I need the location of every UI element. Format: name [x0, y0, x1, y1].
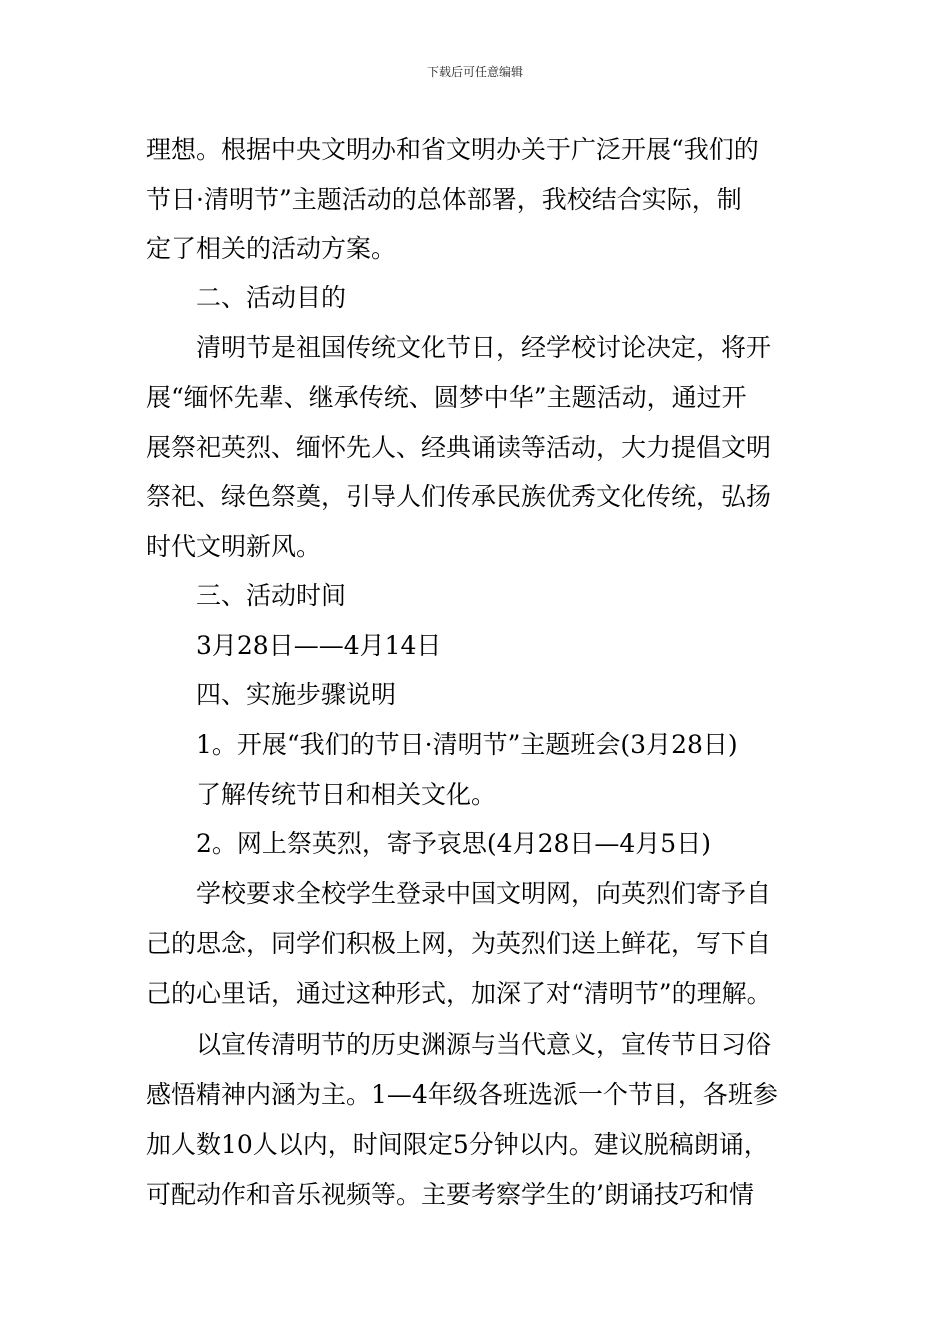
section-heading: 四、实施步骤说明 — [196, 680, 397, 709]
paragraph-line: 以宣传清明节的历史渊源与当代意义，宣传节日习俗 — [196, 1030, 772, 1059]
paragraph-line: 祭祀、绿色祭奠，引导人们传承民族优秀文化传统，弘扬 — [146, 482, 772, 511]
paragraph-line: 时代文明新风。 — [146, 532, 322, 561]
paragraph-line: 己的心里话，通过这种形式，加深了对“清明节”的理解。 — [146, 979, 772, 1008]
page-header: 下载后可任意编辑 — [426, 65, 523, 79]
paragraph-line: 感悟精神内涵为主。1—4年级各班选派一个节目，各班参 — [146, 1080, 778, 1109]
paragraph-line: 3月28日——4月14日 — [196, 631, 442, 660]
paragraph-line: 了解传统节日和相关文化。 — [196, 780, 497, 809]
paragraph-line: 展祭祀英烈、缅怀先人、经典诵读等活动，大力提倡文明 — [146, 433, 772, 462]
paragraph-line: 清明节是祖国传统文化节日，经学校讨论决定，将开 — [196, 333, 772, 362]
section-heading: 二、活动目的 — [196, 283, 347, 312]
paragraph-line: 展“缅怀先辈、继承传统、圆梦中华”主题活动，通过开 — [146, 383, 747, 412]
paragraph-line: 1。开展“我们的节日·清明节”主题班会(3月28日) — [196, 730, 738, 759]
paragraph-line: 节日·清明节”主题活动的总体部署，我校结合实际，制 — [146, 185, 742, 214]
paragraph-line: 可配动作和音乐视频等。主要考察学生的’朗诵技巧和情 — [146, 1180, 754, 1209]
paragraph-line: 学校要求全校学生登录中国文明网，向英烈们寄予自 — [196, 879, 772, 908]
section-heading: 三、活动时间 — [196, 581, 347, 610]
paragraph-line: 2。网上祭英烈，寄予哀思(4月28日—4月5日) — [196, 829, 711, 858]
paragraph-line: 理想。根据中央文明办和省文明办关于广泛开展“我们的 — [146, 135, 759, 164]
paragraph-line: 加人数10人以内，时间限定5分钟以内。建议脱稿朗诵， — [146, 1130, 769, 1159]
paragraph-line: 己的思念，同学们积极上网，为英烈们送上鲜花，写下自 — [146, 929, 772, 958]
paragraph-line: 定了相关的活动方案。 — [146, 234, 397, 263]
